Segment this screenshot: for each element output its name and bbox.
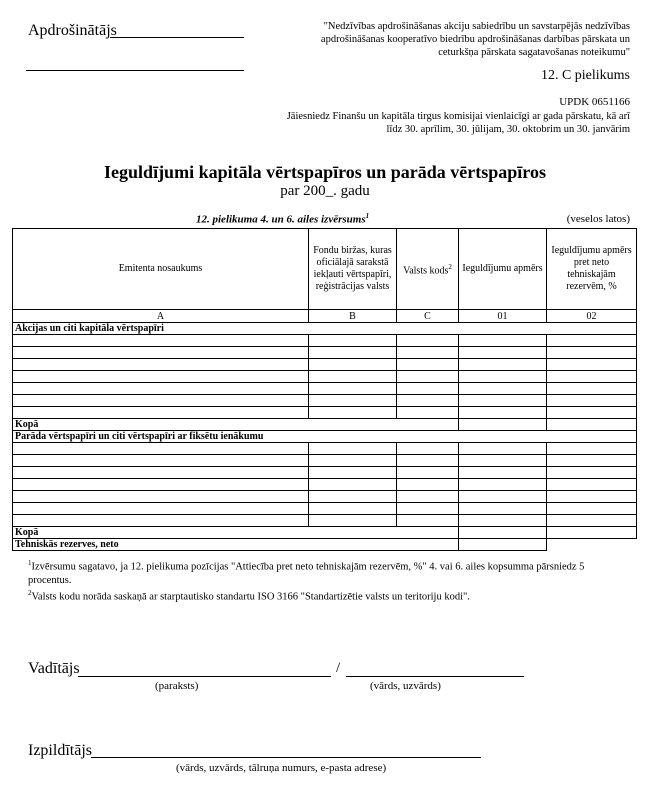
col-header-investment-ratio: Ieguldījumu apmērs pret neto tehniskajām rezervēm, % bbox=[547, 229, 637, 310]
cell-input[interactable] bbox=[309, 467, 397, 479]
table-header-row bbox=[13, 229, 637, 310]
column-code: B bbox=[309, 310, 397, 323]
head-label: Vadītājs bbox=[28, 660, 80, 677]
section-debt-title: Parāda vērtspapīri un citi vērtspapīri ar fiksētu ienākumu bbox=[13, 431, 637, 443]
cell-input[interactable] bbox=[459, 395, 547, 407]
table-row bbox=[13, 443, 637, 455]
signature-caption: (paraksts) bbox=[155, 680, 199, 692]
cell-input[interactable] bbox=[309, 347, 397, 359]
section-equity-total-label: Kopā bbox=[13, 419, 459, 431]
page-title: Ieguldījumi kapitāla vērtspapīros un parāda vērtspapīros bbox=[104, 162, 546, 182]
col-header-investment-amount: Ieguldījumu apmērs bbox=[459, 229, 547, 310]
cell-input[interactable] bbox=[547, 359, 637, 371]
cell-input[interactable] bbox=[309, 383, 397, 395]
insurer-name-line[interactable] bbox=[110, 37, 244, 38]
cell-input[interactable] bbox=[459, 491, 547, 503]
cell-input[interactable] bbox=[397, 467, 459, 479]
appendix-number: 12. C pielikums bbox=[540, 68, 630, 83]
cell-input[interactable] bbox=[397, 371, 459, 383]
cell-input[interactable] bbox=[547, 503, 637, 515]
cell-input[interactable] bbox=[459, 407, 547, 419]
units-note: (veselos latos) bbox=[566, 213, 630, 225]
cell-input[interactable] bbox=[547, 527, 637, 539]
table-row bbox=[13, 347, 637, 359]
executor-details-line[interactable] bbox=[91, 757, 481, 758]
cell-input[interactable] bbox=[459, 347, 547, 359]
cell-input[interactable] bbox=[309, 455, 397, 467]
table-explanation-note: 12. pielikuma 4. un 6. ailes izvērsums$^1$ bbox=[196, 212, 370, 226]
cell-input[interactable] bbox=[397, 407, 459, 419]
cell-input[interactable] bbox=[459, 527, 547, 539]
table-row bbox=[13, 479, 637, 491]
cell-input[interactable] bbox=[459, 371, 547, 383]
cell-input[interactable] bbox=[547, 515, 637, 527]
section-equity-title: Akcijas un citi kapitāla vērtspapīri bbox=[13, 323, 637, 335]
footnote-2: $^2$Valsts kodu norāda saskaņā ar starptautisko standartu ISO 3166 "Standartizētie valsts un teritoriju kodi". bbox=[28, 588, 470, 602]
cell-input[interactable] bbox=[547, 491, 637, 503]
col-header-exchange-country: Fondu biržas, kuras oficiālajā sarakstā iekļauti vērtspapīri, reģistrācijas valsts bbox=[309, 229, 397, 310]
submission-note: Jāiesniedz Finanšu un kapitāla tirgus komisijai vienlaicīgi ar gada pārskatu, kā arī līdz 30. aprīlim, 30. jūlijam, 30. oktobrim un 30. janvārim bbox=[286, 111, 630, 135]
name-caption: (vārds, uzvārds) bbox=[370, 680, 441, 692]
column-code: A bbox=[13, 310, 309, 323]
cell-input[interactable] bbox=[397, 443, 459, 455]
cell-input[interactable] bbox=[547, 419, 637, 431]
table-row bbox=[13, 383, 637, 395]
cell-input[interactable] bbox=[13, 479, 309, 491]
tech-reserves-label: Tehniskās rezerves, neto bbox=[13, 539, 459, 551]
cell-input[interactable] bbox=[459, 443, 547, 455]
cell-input[interactable] bbox=[547, 347, 637, 359]
cell-input[interactable] bbox=[547, 455, 637, 467]
table-row bbox=[13, 491, 637, 503]
column-code: 02 bbox=[547, 310, 637, 323]
form-code: UPDK 0651166 bbox=[559, 96, 630, 108]
executor-label: Izpildītājs bbox=[28, 742, 92, 759]
cell-input[interactable] bbox=[397, 503, 459, 515]
section-header-row bbox=[13, 323, 637, 335]
cell-input[interactable] bbox=[13, 371, 309, 383]
empty-cell bbox=[547, 539, 637, 551]
cell-input[interactable] bbox=[13, 335, 309, 347]
total-row bbox=[13, 527, 637, 539]
cell-input[interactable] bbox=[309, 479, 397, 491]
insurer-name-line-2[interactable] bbox=[26, 70, 244, 71]
cell-input[interactable] bbox=[547, 395, 637, 407]
cell-input[interactable] bbox=[547, 371, 637, 383]
col-header-issuer: Emitenta nosaukums bbox=[13, 229, 309, 310]
cell-input[interactable] bbox=[397, 335, 459, 347]
cell-input[interactable] bbox=[309, 395, 397, 407]
cell-input[interactable] bbox=[459, 503, 547, 515]
cell-input[interactable] bbox=[13, 347, 309, 359]
cell-input[interactable] bbox=[459, 359, 547, 371]
cell-input[interactable] bbox=[547, 335, 637, 347]
table-row bbox=[13, 395, 637, 407]
cell-input[interactable] bbox=[547, 443, 637, 455]
cell-input[interactable] bbox=[459, 467, 547, 479]
executor-caption: (vārds, uzvārds, tālruņa numurs, e-pasta adrese) bbox=[176, 762, 387, 774]
column-codes-row bbox=[13, 310, 637, 323]
cell-input[interactable] bbox=[547, 383, 637, 395]
cell-input[interactable] bbox=[459, 419, 547, 431]
cell-input[interactable] bbox=[397, 347, 459, 359]
cell-input[interactable] bbox=[547, 479, 637, 491]
separator-slash: / bbox=[336, 660, 341, 676]
regulation-reference: "Nedzīvības apdrošināšanas akciju sabiedrību un savstarpējās nedzīvības apdrošināšanas kooperatīvo biedrību apdrošināšanas darbības pārskata un ceturkšņa pārskata sagatavošanas noteikumu" bbox=[320, 21, 630, 58]
insurer-label: Apdrošinātājs bbox=[28, 22, 117, 39]
cell-input[interactable] bbox=[309, 503, 397, 515]
cell-input[interactable] bbox=[309, 515, 397, 527]
footnotes bbox=[28, 557, 628, 603]
cell-input[interactable] bbox=[397, 515, 459, 527]
table-row bbox=[13, 467, 637, 479]
cell-input[interactable] bbox=[459, 455, 547, 467]
table-row bbox=[13, 371, 637, 383]
cell-input[interactable] bbox=[397, 383, 459, 395]
cell-input[interactable] bbox=[309, 359, 397, 371]
cell-input[interactable] bbox=[13, 359, 309, 371]
cell-input[interactable] bbox=[397, 479, 459, 491]
section-header-row bbox=[13, 431, 637, 443]
column-code: 01 bbox=[459, 310, 547, 323]
cell-input[interactable] bbox=[13, 467, 309, 479]
footnote-1: $^1$Izvērsumu sagatavo, ja 12. pielikuma pozīcijas "Attiecība pret neto tehniskajām rezervēm, %" 4. vai 6. ailes kopsumma pārsniedz 5 procentus. bbox=[28, 559, 585, 586]
cell-input[interactable] bbox=[309, 335, 397, 347]
cell-input[interactable] bbox=[397, 491, 459, 503]
table-row bbox=[13, 335, 637, 347]
cell-input[interactable] bbox=[13, 491, 309, 503]
section-debt-total-label: Kopā bbox=[13, 527, 459, 539]
cell-input[interactable] bbox=[397, 395, 459, 407]
report-period: par 200_. gadu bbox=[280, 183, 370, 199]
table-row bbox=[13, 515, 637, 527]
tech-reserves-row bbox=[13, 539, 637, 551]
cell-input[interactable] bbox=[397, 359, 459, 371]
cell-input[interactable] bbox=[13, 443, 309, 455]
cell-input[interactable] bbox=[459, 539, 547, 551]
total-row bbox=[13, 419, 637, 431]
cell-input[interactable] bbox=[13, 407, 309, 419]
cell-input[interactable] bbox=[459, 383, 547, 395]
cell-input[interactable] bbox=[459, 479, 547, 491]
table-row bbox=[13, 503, 637, 515]
head-signature-line[interactable] bbox=[78, 676, 331, 677]
cell-input[interactable] bbox=[459, 515, 547, 527]
cell-input[interactable] bbox=[397, 455, 459, 467]
cell-input[interactable] bbox=[13, 383, 309, 395]
cell-input[interactable] bbox=[309, 371, 397, 383]
cell-input[interactable] bbox=[13, 515, 309, 527]
cell-input[interactable] bbox=[309, 407, 397, 419]
cell-input[interactable] bbox=[13, 395, 309, 407]
head-name-line[interactable] bbox=[346, 676, 524, 677]
cell-input[interactable] bbox=[547, 407, 637, 419]
column-code: C bbox=[397, 310, 459, 323]
table-row bbox=[13, 359, 637, 371]
table-row bbox=[13, 455, 637, 467]
cell-input[interactable] bbox=[547, 467, 637, 479]
cell-input[interactable] bbox=[309, 491, 397, 503]
cell-input[interactable] bbox=[309, 443, 397, 455]
table-row bbox=[13, 407, 637, 419]
investments-table bbox=[12, 228, 637, 551]
cell-input[interactable] bbox=[13, 503, 309, 515]
col-header-country-code: Valsts kods$^2$ bbox=[397, 229, 459, 310]
cell-input[interactable] bbox=[459, 335, 547, 347]
cell-input[interactable] bbox=[13, 455, 309, 467]
